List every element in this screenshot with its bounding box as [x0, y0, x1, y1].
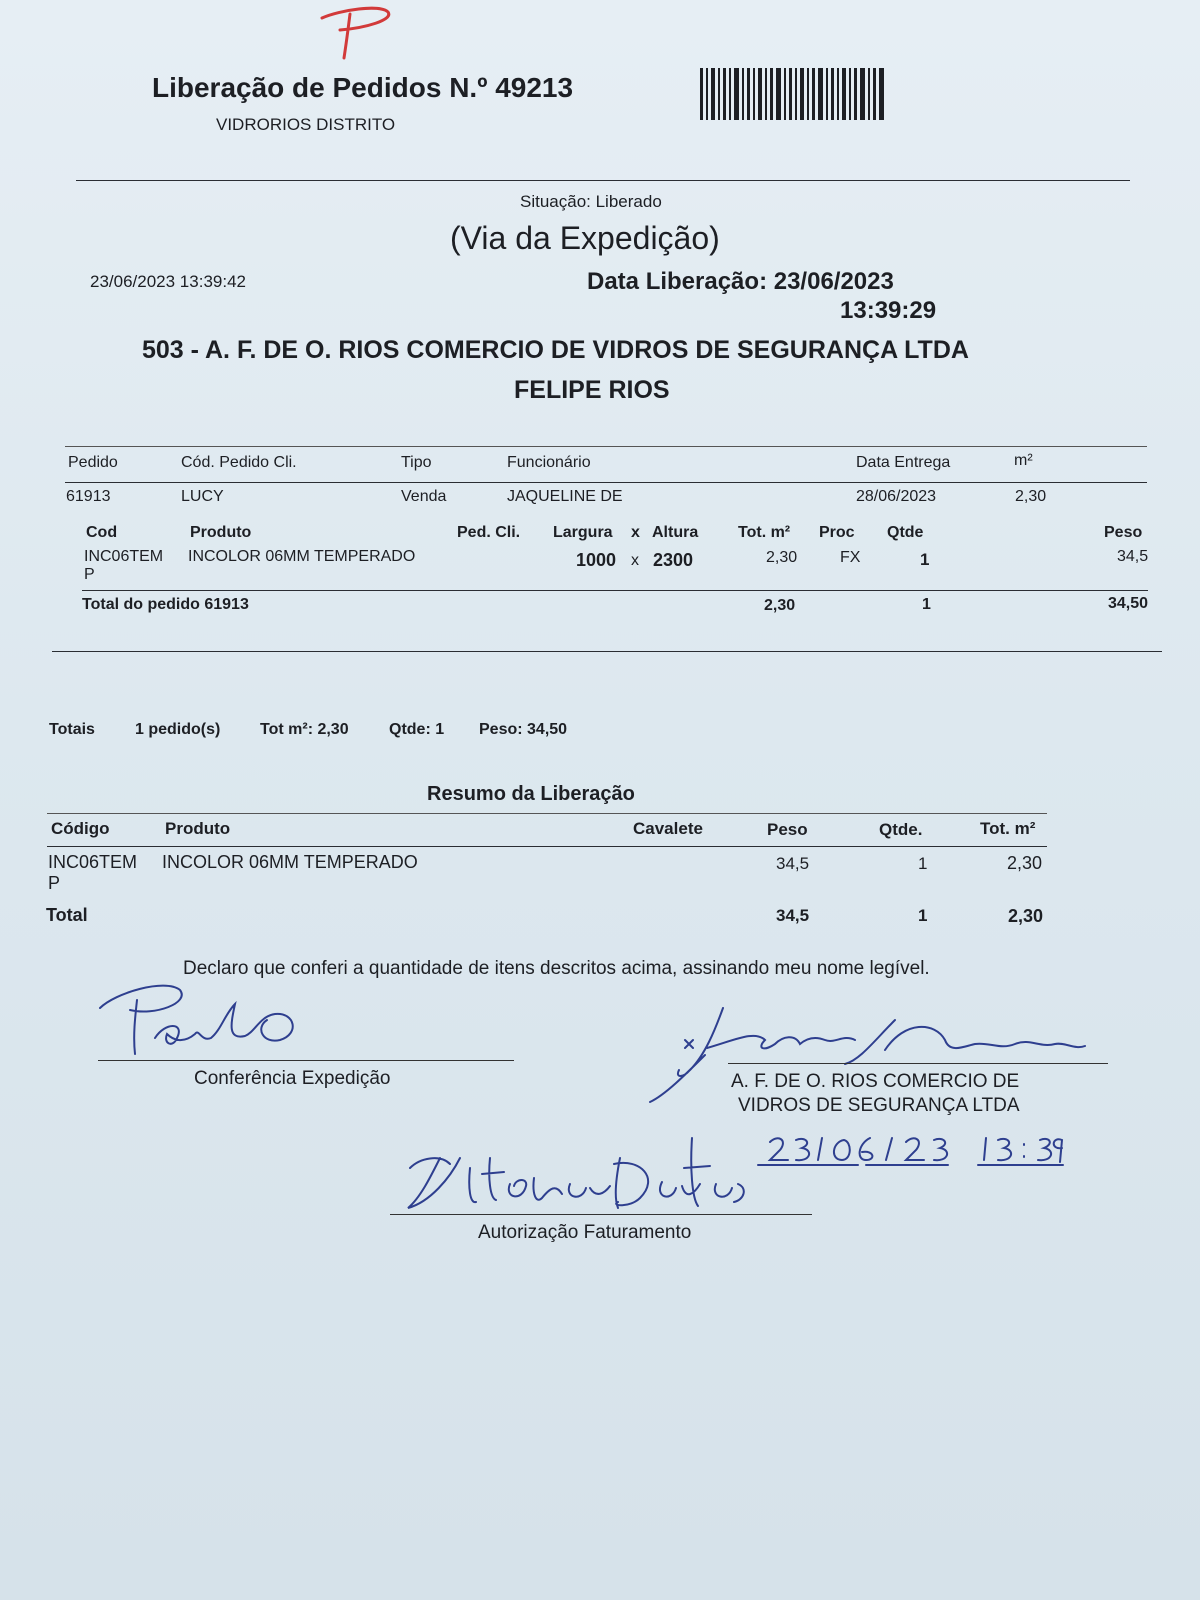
- item-produto: INCOLOR 06MM TEMPERADO: [188, 548, 416, 565]
- totals-label: Totais: [49, 721, 95, 738]
- col-header-data-entrega: Data Entrega: [856, 454, 951, 471]
- caption-company-line1: A. F. DE O. RIOS COMERCIO DE: [731, 1071, 1020, 1092]
- barcode: [700, 68, 884, 120]
- item-header-tot-m2: Tot. m²: [738, 524, 791, 541]
- item-x: x: [631, 552, 639, 569]
- caption-conferencia-expedicao: Conferência Expedição: [194, 1068, 391, 1089]
- order-client-code: LUCY: [181, 488, 224, 505]
- order-employee: JAQUELINE DE: [507, 488, 623, 505]
- item-header-peso: Peso: [1104, 524, 1143, 541]
- signature-line-bottom: [390, 1214, 812, 1215]
- col-header-m2: m²: [1014, 452, 1033, 469]
- summary-header-codigo: Código: [51, 819, 110, 838]
- col-header-tipo: Tipo: [401, 454, 432, 471]
- summary-header-cavalete: Cavalete: [633, 819, 703, 838]
- col-header-funcionario: Funcionário: [507, 454, 591, 471]
- signature-conferencia: [95, 978, 325, 1058]
- company-name: VIDRORIOS DISTRITO: [216, 115, 396, 134]
- summary-peso: 34,5: [776, 854, 810, 873]
- signature-line-left: [98, 1060, 514, 1061]
- caption-autorizacao-faturamento: Autorização Faturamento: [478, 1222, 692, 1243]
- summary-codigo-line2: P: [48, 873, 61, 893]
- order-delivery-date: 28/06/2023: [856, 488, 937, 505]
- document-title: Liberação de Pedidos N.º 49213: [152, 72, 574, 103]
- handwritten-p-mark: [310, 0, 400, 60]
- col-header-cod-pedido-cli: Cód. Pedido Cli.: [181, 454, 297, 471]
- summary-header-peso: Peso: [767, 820, 808, 839]
- totals-m2: Tot m²: 2,30: [260, 721, 349, 738]
- item-largura: 1000: [576, 550, 617, 570]
- item-cod-line2: P: [84, 566, 95, 583]
- print-datetime: 23/06/2023 13:39:42: [90, 272, 246, 291]
- item-header-produto: Produto: [190, 524, 252, 541]
- summary-header-produto: Produto: [165, 819, 231, 838]
- item-altura: 2300: [653, 550, 694, 570]
- caption-company-line2: VIDROS DE SEGURANÇA LTDA: [738, 1095, 1020, 1116]
- signature-autorizacao: [400, 1128, 760, 1218]
- order-m2: 2,30: [1015, 488, 1047, 505]
- item-header-largura: Largura: [553, 524, 613, 541]
- summary-tot-m2: 2,30: [1007, 853, 1043, 873]
- item-qtde: 1: [920, 550, 930, 569]
- order-number: 61913: [66, 488, 111, 505]
- order-total-qtde: 1: [922, 596, 931, 613]
- summary-total-qtde: 1: [918, 906, 928, 925]
- customer-name: 503 - A. F. DE O. RIOS COMERCIO DE VIDROS DE SEGURANÇA LTDA: [142, 336, 969, 364]
- item-header-x: x: [631, 524, 640, 541]
- item-header-qtde: Qtde: [887, 524, 924, 541]
- totals-orders: 1 pedido(s): [135, 721, 221, 738]
- release-date: Data Liberação: 23/06/2023: [587, 268, 894, 295]
- release-time: 13:39:29: [840, 297, 937, 324]
- item-header-ped-cli: Ped. Cli.: [457, 524, 521, 541]
- item-header-altura: Altura: [652, 524, 699, 541]
- order-type: Venda: [401, 488, 447, 505]
- summary-total-peso: 34,5: [776, 906, 810, 925]
- summary-total-label: Total: [46, 905, 88, 925]
- summary-produto: INCOLOR 06MM TEMPERADO: [162, 852, 418, 872]
- item-proc: FX: [840, 549, 861, 566]
- signature-line-right: [728, 1063, 1108, 1064]
- col-header-pedido: Pedido: [68, 454, 118, 471]
- order-header-line: [65, 482, 1147, 483]
- order-total-m2: 2,30: [764, 597, 796, 614]
- order-table-top-line: [65, 446, 1147, 447]
- summary-codigo-line1: INC06TEM: [48, 852, 138, 872]
- copy-label: (Via da Expedição): [450, 220, 720, 256]
- summary-total-tot-m2: 2,30: [1008, 906, 1044, 926]
- order-total-peso: 34,50: [1108, 595, 1149, 612]
- item-tot-m2: 2,30: [766, 549, 798, 566]
- item-header-proc: Proc: [819, 524, 855, 541]
- summary-qtde: 1: [918, 854, 928, 873]
- customer-contact: FELIPE RIOS: [514, 376, 670, 404]
- totals-peso: Peso: 34,50: [479, 721, 568, 738]
- summary-header-line: [47, 846, 1047, 847]
- declaration-text: Declaro que conferi a quantidade de itens descritos acima, assinando meu nome legível.: [183, 958, 930, 979]
- summary-header-tot-m2: Tot. m²: [980, 819, 1036, 838]
- header-divider: [76, 180, 1130, 181]
- items-total-line: [82, 590, 1148, 591]
- summary-title: Resumo da Liberação: [427, 783, 635, 805]
- handwritten-date: [758, 1132, 1068, 1172]
- totals-qtde: Qtde: 1: [389, 721, 445, 738]
- item-peso: 34,5: [1117, 548, 1149, 565]
- item-cod-line1: INC06TEM: [84, 548, 164, 565]
- summary-top-line: [47, 813, 1047, 814]
- item-header-cod: Cod: [86, 524, 118, 541]
- order-table-bottom-line: [52, 651, 1162, 652]
- summary-header-qtde: Qtde.: [879, 820, 923, 839]
- situation-status: Situação: Liberado: [520, 192, 662, 211]
- order-total-label: Total do pedido 61913: [82, 596, 249, 613]
